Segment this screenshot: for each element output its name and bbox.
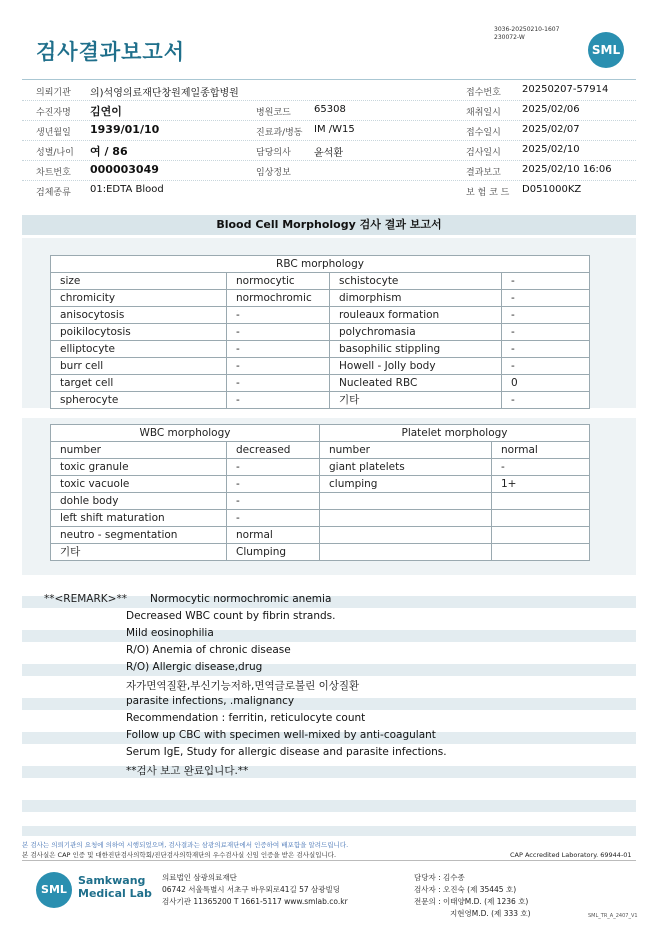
table-row: toxic granule - giant platelets - xyxy=(51,459,590,476)
table-row: chromicity normochromic dimorphism - xyxy=(51,290,590,307)
lab-address: 의료법인 삼광의료재단 06742 서울특별시 서초구 바우뫼로41길 57 삼광빌딩 검사기관 11365200 T 1661-5117 www.smlab.co.kr xyxy=(162,873,348,906)
table-row: poikilocytosis - polychromasia - xyxy=(51,324,590,341)
table-row: spherocyte - 기타 - xyxy=(51,392,590,409)
table-row: 기타 Clumping xyxy=(51,544,590,561)
platelet-header: Platelet morphology xyxy=(320,425,590,442)
stripe xyxy=(22,698,636,710)
sml-logo-icon: SML xyxy=(588,32,624,68)
table-row: left shift maturation - xyxy=(51,510,590,527)
section-title: Blood Cell Morphology 검사 결과 보고서 xyxy=(22,215,636,235)
info-row-sex-age: 성별/나이 여 / 86 담당의사 윤석환 검사일시 2025/02/10 xyxy=(22,140,636,161)
remark-line: parasite infections, .malignancy xyxy=(126,695,295,707)
remark-line: Normocytic normochromic anemia xyxy=(150,593,332,605)
cap-accreditation: CAP Accredited Laboratory. 69944-01 xyxy=(510,851,632,859)
report-title-heading: 검사결과보고서 xyxy=(36,40,186,64)
table-row: neutro - segmentation normal xyxy=(51,527,590,544)
table-row: elliptocyte - basophilic stippling - xyxy=(51,341,590,358)
table-row: burr cell - Howell - Jolly body - xyxy=(51,358,590,375)
stripe xyxy=(22,800,636,812)
brand-name: Samkwang Medical Lab xyxy=(78,874,152,900)
info-row-institution: 의뢰기관 의)석영의료재단창원제일종합병원 접수번호 20250207-57914 xyxy=(22,80,636,101)
remark-line: **검사 보고 완료입니다.** xyxy=(126,765,249,777)
remark-label: **<REMARK>** xyxy=(44,593,127,605)
remark-line: 자가면역질환,부신기능저하,면역글로불린 이상질환 xyxy=(126,680,360,692)
form-version: SML_TR_A_2407_V1 xyxy=(588,913,638,919)
footer-note: 본 검사실은 CAP 인증 및 대한진단검사의학회/진단검사의학재단의 우수검사실 신임 인증을 받은 검사실입니다. xyxy=(22,851,337,859)
info-row-birth: 생년월일 1939/01/10 진료과/병동 IM /W15 접수일시 2025/02/07 xyxy=(22,120,636,141)
stripe xyxy=(22,826,636,836)
remark-line: R/O) Anemia of chronic disease xyxy=(126,644,291,656)
remark-line: Decreased WBC count by fibrin strands. xyxy=(126,610,336,622)
table-row: dohle body - xyxy=(51,493,590,510)
sml-footer-logo-icon: SML xyxy=(36,872,72,908)
remark-line: Serum IgE, Study for allergic disease and parasite infections. xyxy=(126,746,447,758)
rbc-morphology-table xyxy=(50,255,590,409)
stripe xyxy=(22,664,636,676)
stripe xyxy=(22,766,636,778)
document-code: 3036-20250210-1607 230072-W xyxy=(494,26,560,41)
table-row: anisocytosis - rouleaux formation - xyxy=(51,307,590,324)
remark-line: Follow up CBC with specimen well-mixed by anti-coagulant xyxy=(126,729,436,741)
table-row: target cell - Nucleated RBC 0 xyxy=(51,375,590,392)
table-row: size normocytic schistocyte - xyxy=(51,273,590,290)
remark-line: Mild eosinophilia xyxy=(126,627,214,639)
table-row: toxic vacuole - clumping 1+ xyxy=(51,476,590,493)
divider xyxy=(22,860,636,861)
remark-line: Recommendation : ferritin, reticulocyte count xyxy=(126,712,366,724)
info-row-specimen: 검체종류 01:EDTA Blood 보 험 코 드 D051000KZ xyxy=(36,184,582,198)
table-row: number decreased number normal xyxy=(51,442,590,459)
remark-line: R/O) Allergic disease,drug xyxy=(126,661,263,673)
wbc-platelet-table xyxy=(50,424,590,561)
stripe xyxy=(22,630,636,642)
rbc-header: RBC morphology xyxy=(51,256,590,273)
info-row-name: 수진자명 김연이 병원코드 65308 채취일시 2025/02/06 xyxy=(22,100,636,121)
staff-list: 담당자 : 김수종 검사자 : 오진숙 (제 35445 호) 전문의 : 이태양M.D. (제 1236 호) 지현영M.D. (제 333 호) xyxy=(414,873,531,918)
wbc-header: WBC morphology xyxy=(51,425,320,442)
footer-note: 본 검사는 의뢰기관의 요청에 의하여 시행되었으며, 검사결과는 삼광의료재단에서 인증하여 배포함을 알려드립니다. xyxy=(22,841,349,849)
info-row-chart: 차트번호 000003049 임상정보 결과보고 2025/02/10 16:06 xyxy=(22,160,636,181)
